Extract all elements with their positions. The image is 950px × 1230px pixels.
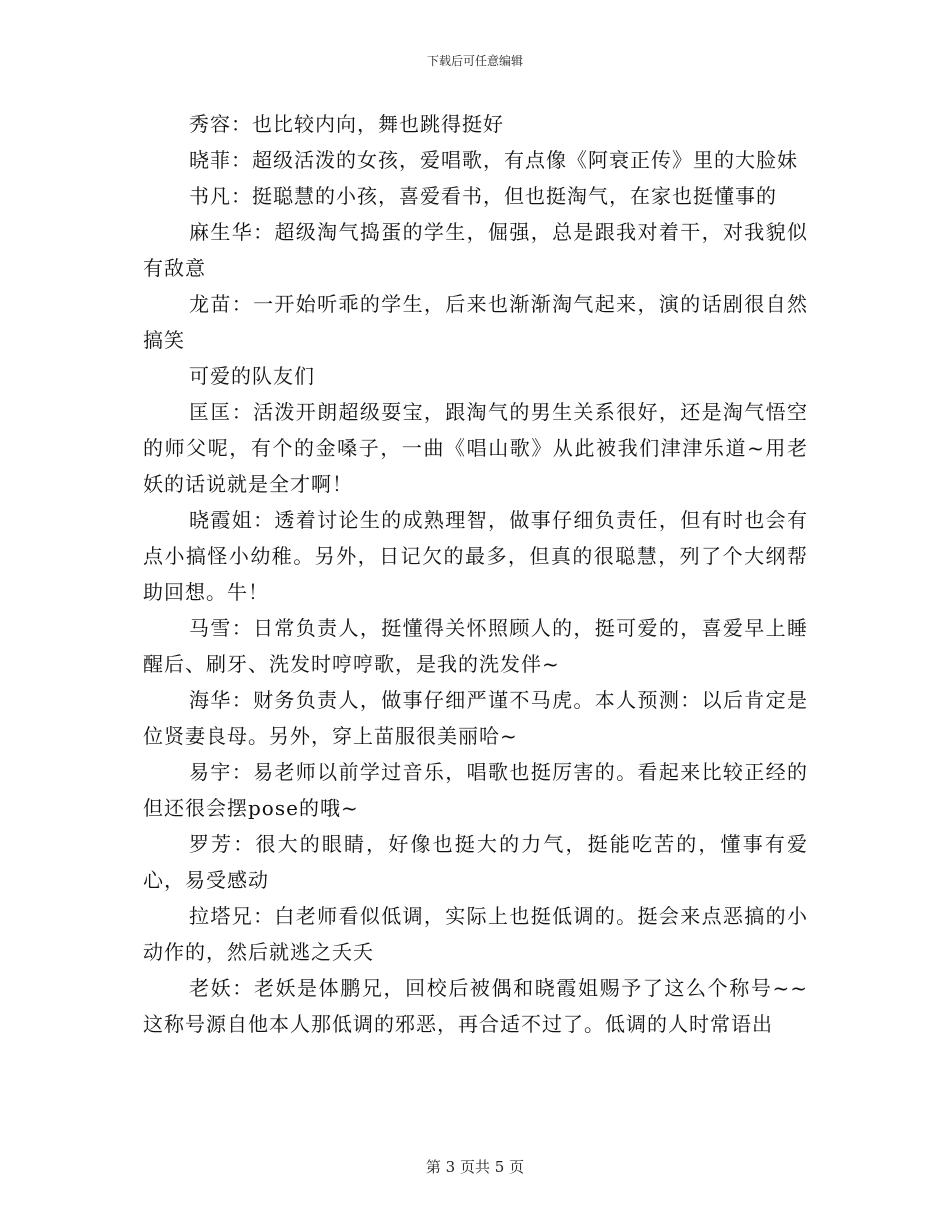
paragraph: 麻生华：超级淘气捣蛋的学生，倔强，总是跟我对着干，对我貌似有敌意 <box>143 220 808 280</box>
paragraph: 易宇：易老师以前学过音乐，唱歌也挺厉害的。看起来比较正经的但还很会摆pose的哦~ <box>143 760 808 820</box>
paragraph: 匡匡：活泼开朗超级耍宝，跟淘气的男生关系很好，还是淘气悟空的师父呢，有个的金嗓子，一曲《唱山歌》从此被我们津津乐道~用老妖的话说就是全才啊！ <box>143 400 808 496</box>
document-body <box>143 106 808 1042</box>
paragraph: 书凡：挺聪慧的小孩，喜爱看书，但也挺淘气，在家也挺懂事的 <box>189 184 777 208</box>
paragraph: 老妖：老妖是体鹏兄，回校后被偶和晓霞姐赐予了这么个称号~~这称号源自他本人那低调的邪恶，再合适不过了。低调的人时常语出 <box>143 976 808 1036</box>
paragraph: 晓菲：超级活泼的女孩，爱唱歌，有点像《阿衰正传》里的大脸妹 <box>189 148 798 172</box>
paragraph: 晓霞姐：透着讨论生的成熟理智，做事仔细负责任，但有时也会有点小搞怪小幼稚。另外，日记欠的最多，但真的很聪慧，列了个大纲帮助回想。牛！ <box>143 508 808 604</box>
page-number: 第 3 页共 5 页 <box>425 1158 525 1176</box>
paragraph: 罗芳：很大的眼睛，好像也挺大的力气，挺能吃苦的，懂事有爱心，易受感动 <box>143 832 808 892</box>
section-heading: 可爱的队友们 <box>189 364 315 388</box>
paragraph: 海华：财务负责人，做事仔细严谨不马虎。本人预测：以后肯定是位贤妻良母。另外，穿上苗服很美丽哈~ <box>143 688 808 748</box>
paragraph: 马雪：日常负责人，挺懂得关怀照顾人的，挺可爱的，喜爱早上睡醒后、刷牙、洗发时哼哼歌，是我的洗发伴~ <box>143 616 808 676</box>
paragraph: 拉塔兄：白老师看似低调，实际上也挺低调的。挺会来点恶搞的小动作的，然后就逃之夭夭 <box>143 904 808 964</box>
paragraph: 龙苗：一开始听乖的学生，后来也渐渐淘气起来，演的话剧很自然搞笑 <box>143 292 808 352</box>
paragraph: 秀容：也比较内向，舞也跳得挺好 <box>189 112 504 136</box>
page-header: 下载后可任意编辑 <box>426 54 523 68</box>
